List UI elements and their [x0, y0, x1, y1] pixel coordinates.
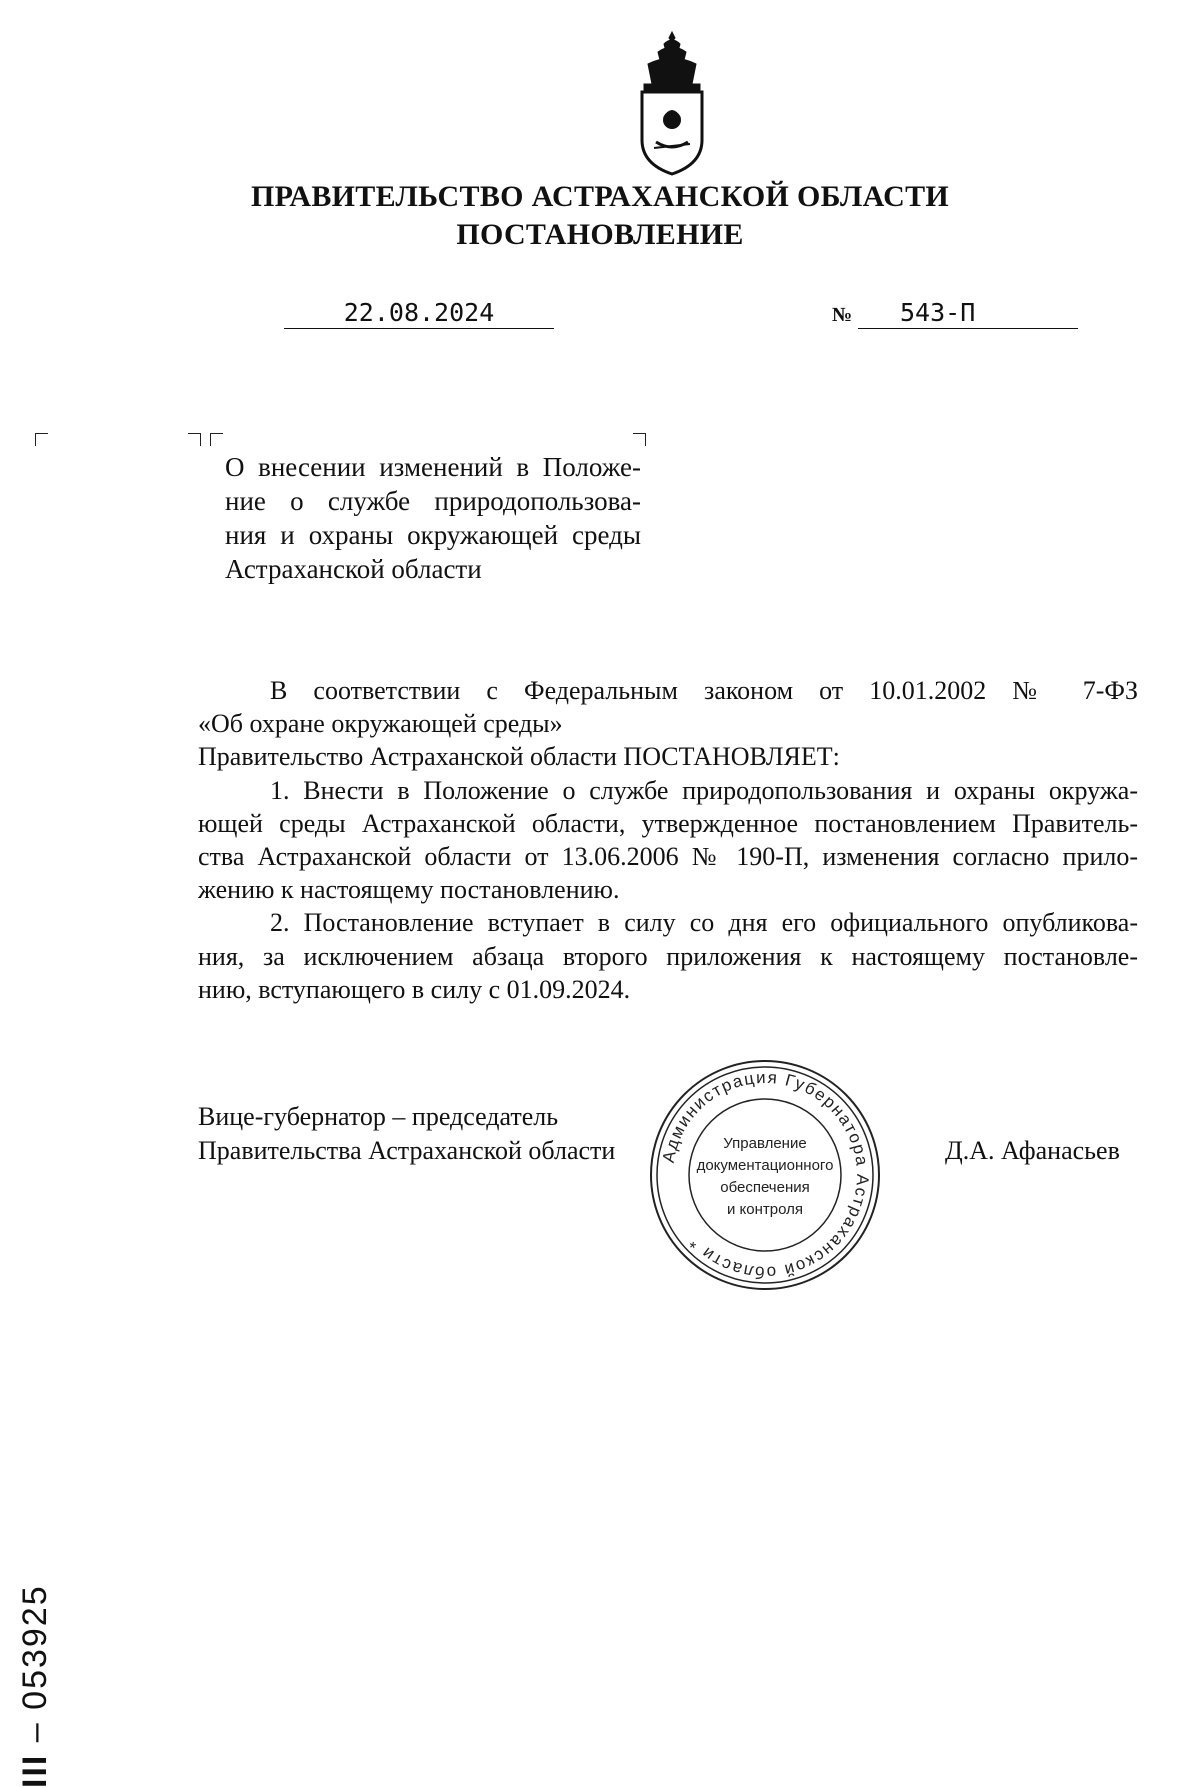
body-line: «Об охране окружающей среды» — [198, 709, 563, 739]
body-line: 1. Внести в Положение о службе природопользования и охраны окружа- — [270, 775, 1138, 805]
subject-line: Астраханской области — [225, 554, 482, 584]
signatory-name: Д.А. Афанасьев — [945, 1136, 1120, 1165]
stamp-center-line: и контроля — [726, 1201, 804, 1218]
body-line: ния, за исключением абзаца второго приложения к настоящему постановле- — [198, 941, 1138, 971]
body-line: В соответствии с Федеральным законом от 10.01.2002 № 7-ФЗ — [270, 676, 1138, 705]
document-body — [198, 674, 1138, 1006]
signatory-position-line: Вице-губернатор – председатель — [198, 1102, 559, 1131]
signatory-position — [198, 1100, 615, 1168]
stamp-center-line: Управление — [723, 1135, 807, 1152]
blank-serial-number — [10, 1580, 70, 1788]
stamp-ring-text: Администрация Губернатора Астраханской области * — [658, 1067, 873, 1283]
svg-text:Администрация Губернатора Астр — [659, 1068, 872, 1282]
document-type-title: ПОСТАНОВЛЕНИЕ — [456, 218, 744, 251]
serial-number: 053925 — [16, 1584, 54, 1710]
government-title: ПРАВИТЕЛЬСТВО АСТРАХАНСКОЙ ОБЛАСТИ — [250, 180, 950, 213]
document-header — [0, 178, 1200, 254]
body-line: ющей среды Астраханской области, утвержденное постановлением Правитель- — [198, 808, 1138, 838]
subject-line: ния и охраны окружающей среды — [225, 520, 641, 550]
body-line: ства Астраханской области от 13.06.2006 № 190-П, изменения согласно прило- — [198, 842, 1138, 872]
number-sign: № — [832, 304, 853, 326]
document-number-field — [858, 298, 1078, 329]
official-stamp — [648, 1058, 882, 1292]
body-line: жению к настоящему постановлению. — [198, 875, 620, 905]
corner-mark-subject-right — [633, 433, 646, 446]
stamp-center-line: обеспечения — [720, 1179, 810, 1196]
coat-of-arms-emblem — [634, 30, 710, 180]
body-line: нию, вступающего в силу с 01.09.2024. — [198, 974, 631, 1004]
serial-prefix: III — [16, 1753, 54, 1788]
corner-mark-subject-left-b — [210, 433, 223, 446]
corner-mark-subject-left-a — [188, 433, 201, 446]
serial-separator: – — [16, 1709, 54, 1754]
subject-line: ние о службе природопользова- — [225, 486, 641, 516]
body-line: Правительство Астраханской области ПОСТАНОВЛЯЕТ: — [198, 742, 840, 772]
corner-mark-left — [35, 433, 48, 446]
stamp-center-line: документационного — [696, 1157, 834, 1174]
document-number: 543-П — [900, 298, 976, 327]
document-date: 22.08.2024 — [284, 298, 554, 329]
signatory-position-line: Правительства Астраханской области — [198, 1136, 616, 1165]
document-subject — [225, 450, 641, 586]
body-line: 2. Постановление вступает в силу со дня его официального опубликова- — [270, 908, 1138, 938]
subject-line: О внесении изменений в Положе- — [225, 452, 641, 482]
